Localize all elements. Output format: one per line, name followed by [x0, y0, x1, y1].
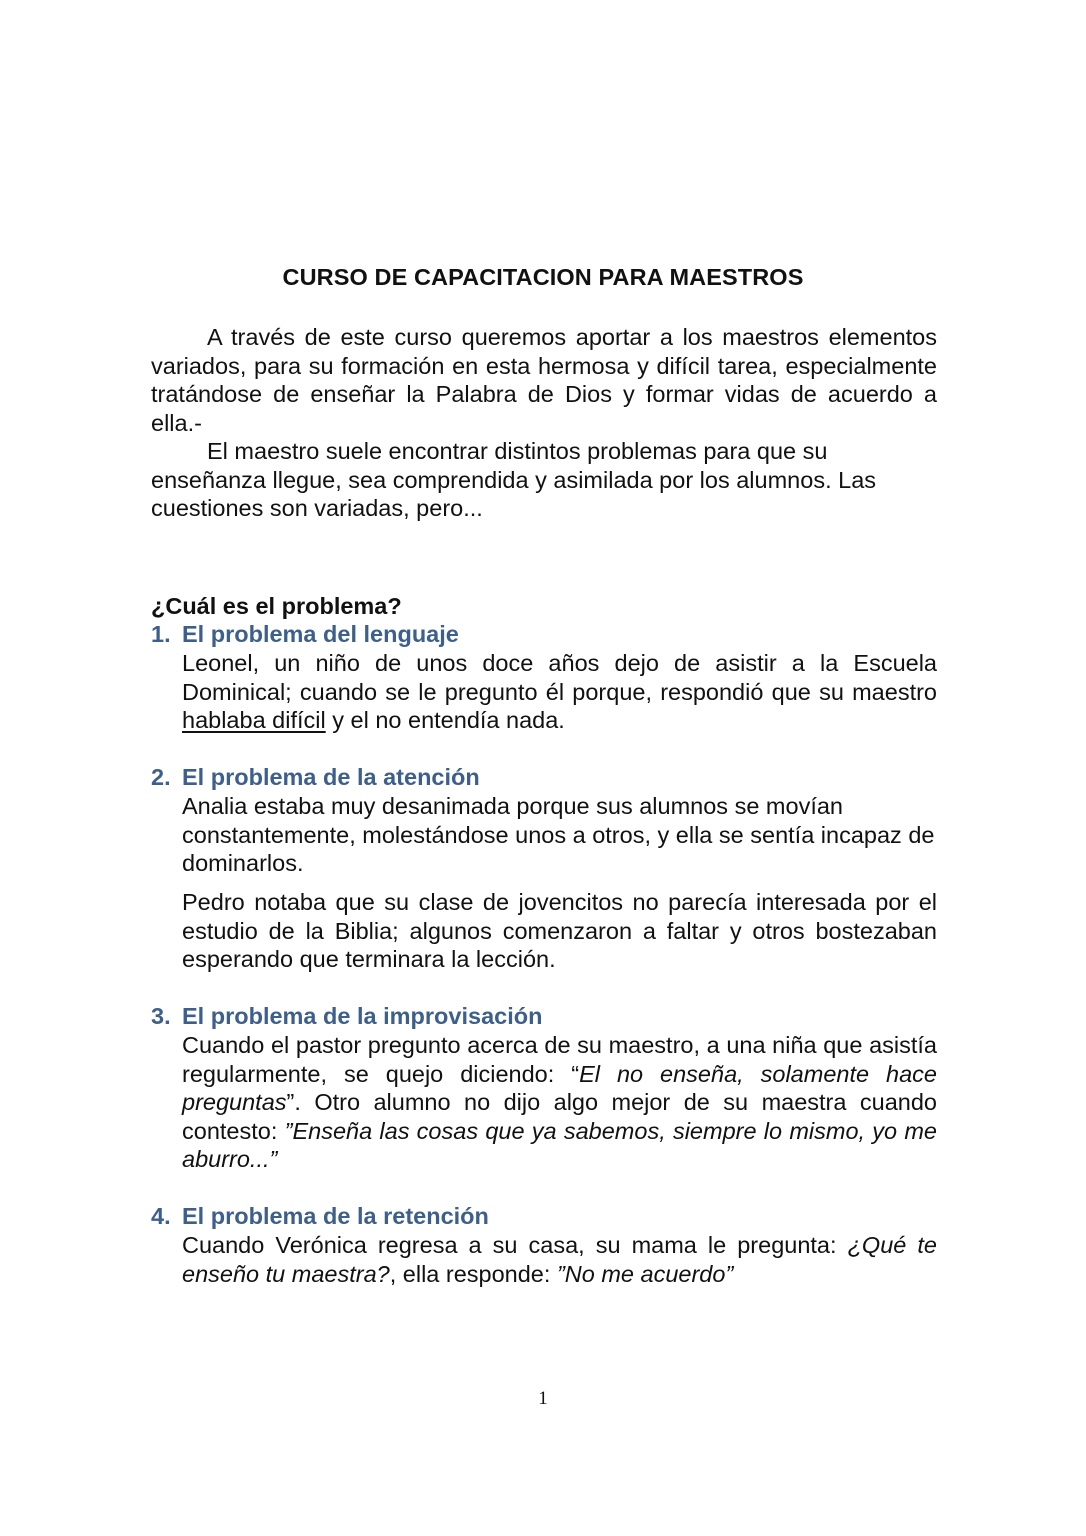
italic-quote: ¿Qué te enseño tu maestra? [182, 1232, 937, 1287]
item-4-heading-text: El problema de la retención [182, 1203, 489, 1229]
item-4-heading [151, 1202, 937, 1231]
document-title: CURSO DE CAPACITACION PARA MAESTROS [282, 264, 804, 290]
italic-quote: ”No me acuerdo” [556, 1260, 734, 1287]
item-3-body: Cuando el pastor pregunto acerca de su maestro, a una niña que asistía regularmente, se quejo diciendo: “El no enseña, solamente hace preguntas”. Otro alumno no dijo algo mejor de su maestra cuando contesto: ”Enseña las cosas que ya sabemos, siempre lo mismo, yo me aburro...” [182, 1032, 938, 1173]
item-2-heading [151, 763, 937, 792]
intro-paragraph-2: El maestro suele encontrar distintos problemas para que su enseñanza llegue, sea comprendida y asimilada por los alumnos. Las cuestiones son variadas, pero... [151, 438, 877, 522]
underlined-phrase: hablaba difícil [182, 707, 326, 734]
item-1-heading-text: El problema del lenguaje [182, 621, 459, 647]
item-3-heading-text: El problema de la improvisación [182, 1003, 543, 1029]
item-2-heading-text: El problema de la atención [182, 764, 480, 790]
item-4-body: Cuando Verónica regresa a su casa, su mama le pregunta: ¿Qué te enseño tu maestra?, ella responde: ”No me acuerdo” [182, 1232, 937, 1287]
item-1-body: Leonel, un niño de unos doce años dejo de asistir a la Escuela Dominical; cuando se le pregunto él porque, respondió que su maestro hablaba difícil y el no entendía nada. [182, 650, 937, 734]
item-1-heading [151, 620, 937, 649]
item-4-number: 4. [151, 1203, 171, 1229]
item-2-paragraph-2: Pedro notaba que su clase de jovencitos no parecía interesada por el estudio de la Biblia; algunos comenzaron a faltar y otros bostezaban esperando que terminara la lección. [182, 889, 937, 973]
page-number: 1 [538, 1388, 548, 1409]
item-3-number: 3. [151, 1003, 171, 1029]
italic-quote: El no enseña, solamente hace preguntas [182, 1060, 937, 1116]
italic-quote: ”Enseña las cosas que ya sabemos, siempre lo mismo, yo me aburro...” [182, 1117, 938, 1173]
item-3-heading [151, 1002, 937, 1031]
section-question: ¿Cuál es el problema? [151, 593, 402, 619]
item-2-paragraph-1: Analia estaba muy desanimada porque sus alumnos se movían constantemente, molestándose unos a otros, y ella se sentía incapaz de dominarlos. [182, 793, 935, 877]
intro-paragraph-1: A través de este curso queremos aportar a los maestros elementos variados, para su formación en esta hermosa y difícil tarea, especialmente tratándose de enseñar la Palabra de Dios y formar vidas de acuerdo a ella.- [151, 324, 937, 436]
item-1-number: 1. [151, 621, 171, 647]
item-2-number: 2. [151, 764, 171, 790]
